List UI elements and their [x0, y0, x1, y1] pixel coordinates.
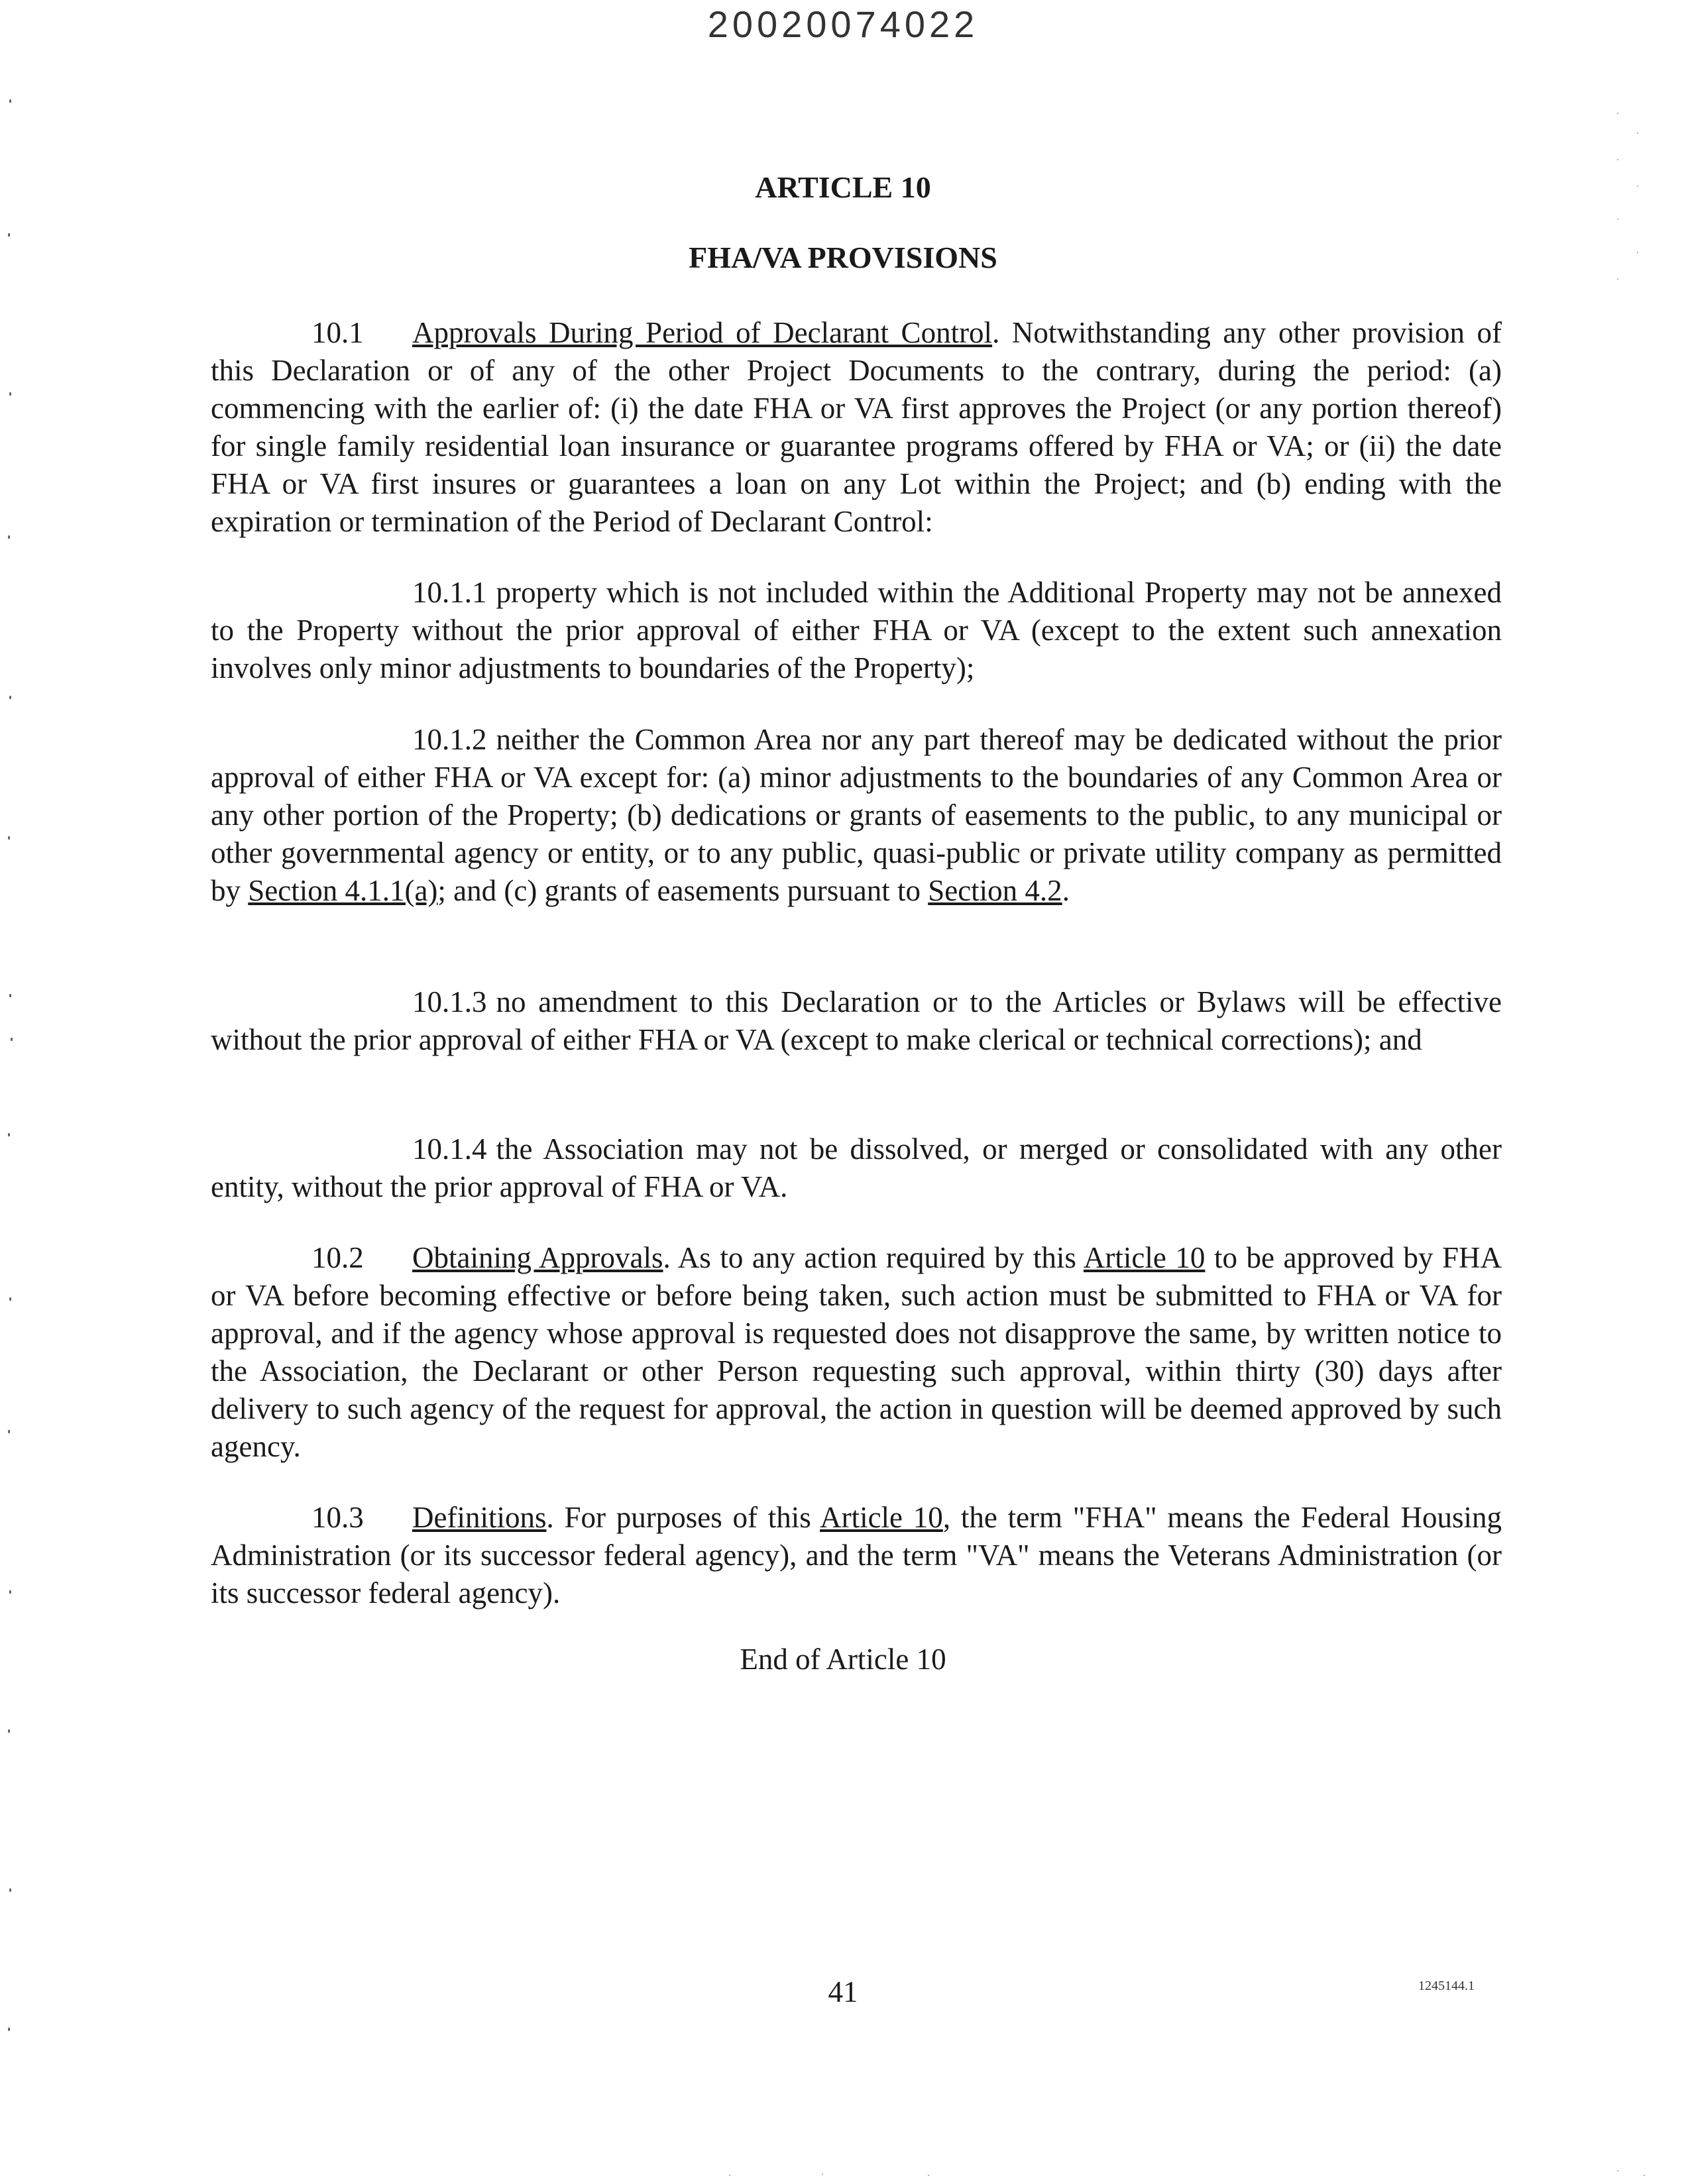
section-10-1-2	[211, 721, 1502, 910]
section-10-1	[211, 314, 1502, 541]
section-10-3	[211, 1499, 1502, 1612]
section-heading: Definitions	[412, 1501, 547, 1534]
section-number: 10.2	[311, 1241, 364, 1274]
section-reference: Section 4.2	[928, 874, 1062, 907]
section-text: , the term "FHA" means the Federal Housing Administration (or its successor federal agency), and the term "VA" means the Veterans Administration (or its successor federal agency).	[211, 1501, 1502, 1610]
section-text: ; and (c) grants of easements pursuant to	[437, 874, 928, 907]
section-10-2	[211, 1239, 1502, 1466]
end-of-article: End of Article 10	[740, 1643, 946, 1676]
section-text: neither the Common Area nor any part thereof may be dedicated without the prior approval of either FHA or VA except for: (a) minor adjustments to the boundaries of any Common Area or any other portion of the Property; (b) dedications or grants of easements to the public, to any municipal or other governmental agency or entity, or to any public, quasi-public or private utility company as permitted by	[211, 723, 1502, 907]
section-reference: Section 4.1.1(a)	[248, 874, 438, 907]
recording-number: 20020074022	[707, 3, 979, 45]
section-text: .	[1062, 874, 1070, 907]
page-number: 41	[828, 1975, 858, 2008]
section-text: to be approved by FHA or VA before becoming effective or before being taken, such action must be submitted to FHA or VA for approval, and if the agency whose approval is requested does not disapprove the same, by written notice to the Association, the Declarant or other Person requesting such approval, within thirty (30) days after delivery to such agency of the request for approval, the action in question will be deemed approved by such agency.	[211, 1241, 1502, 1463]
article-title: ARTICLE 10	[755, 170, 931, 204]
section-number: 10.1	[311, 316, 364, 349]
article-subtitle: FHA/VA PROVISIONS	[689, 241, 997, 274]
section-text: . As to any action required by this	[663, 1241, 1084, 1274]
section-10-1-3	[211, 983, 1502, 1059]
section-heading: Approvals During Period of Declarant Control	[412, 316, 993, 349]
section-reference: Article 10	[820, 1501, 943, 1534]
section-text: the Association may not be dissolved, or merged or consolidated with any other entity, without the prior approval of FHA or VA.	[211, 1132, 1502, 1203]
section-text: property which is not included within the Additional Property may not be annexed to the Property without the prior approval of either FHA or VA (except to the extent such annexation involves only minor adjustments to boundaries of the Property);	[211, 576, 1502, 684]
section-number: 10.1.2	[412, 723, 487, 756]
section-heading: Obtaining Approvals	[412, 1241, 663, 1274]
section-number: 10.1.4	[412, 1132, 487, 1166]
section-reference: Article 10	[1083, 1241, 1206, 1274]
section-text: no amendment to this Declaration or to the Articles or Bylaws will be effective without the prior approval of either FHA or VA (except to make clerical or technical corrections); and	[211, 985, 1502, 1056]
section-10-1-4	[211, 1130, 1502, 1206]
section-number: 10.3	[311, 1501, 364, 1534]
section-text: . For purposes of this	[546, 1501, 820, 1534]
section-text: . Notwithstanding any other provision of this Declaration or of any of the other Project Documents to the contrary, during the period: (a) commencing with the earlier of: (i) the date FHA or VA first approves the Project (or any portion thereof) for single family residential loan insurance or guarantee programs offered by FHA or VA; or (ii) the date FHA or VA first insures or guarantees a loan on any Lot within the Project; and (b) ending with the expiration or termination of the Period of Declarant Control:	[211, 316, 1502, 538]
section-number: 10.1.1	[412, 576, 487, 609]
section-10-1-1	[211, 574, 1502, 687]
document-code: 1245144.1	[1418, 1979, 1475, 1993]
section-number: 10.1.3	[412, 985, 487, 1018]
